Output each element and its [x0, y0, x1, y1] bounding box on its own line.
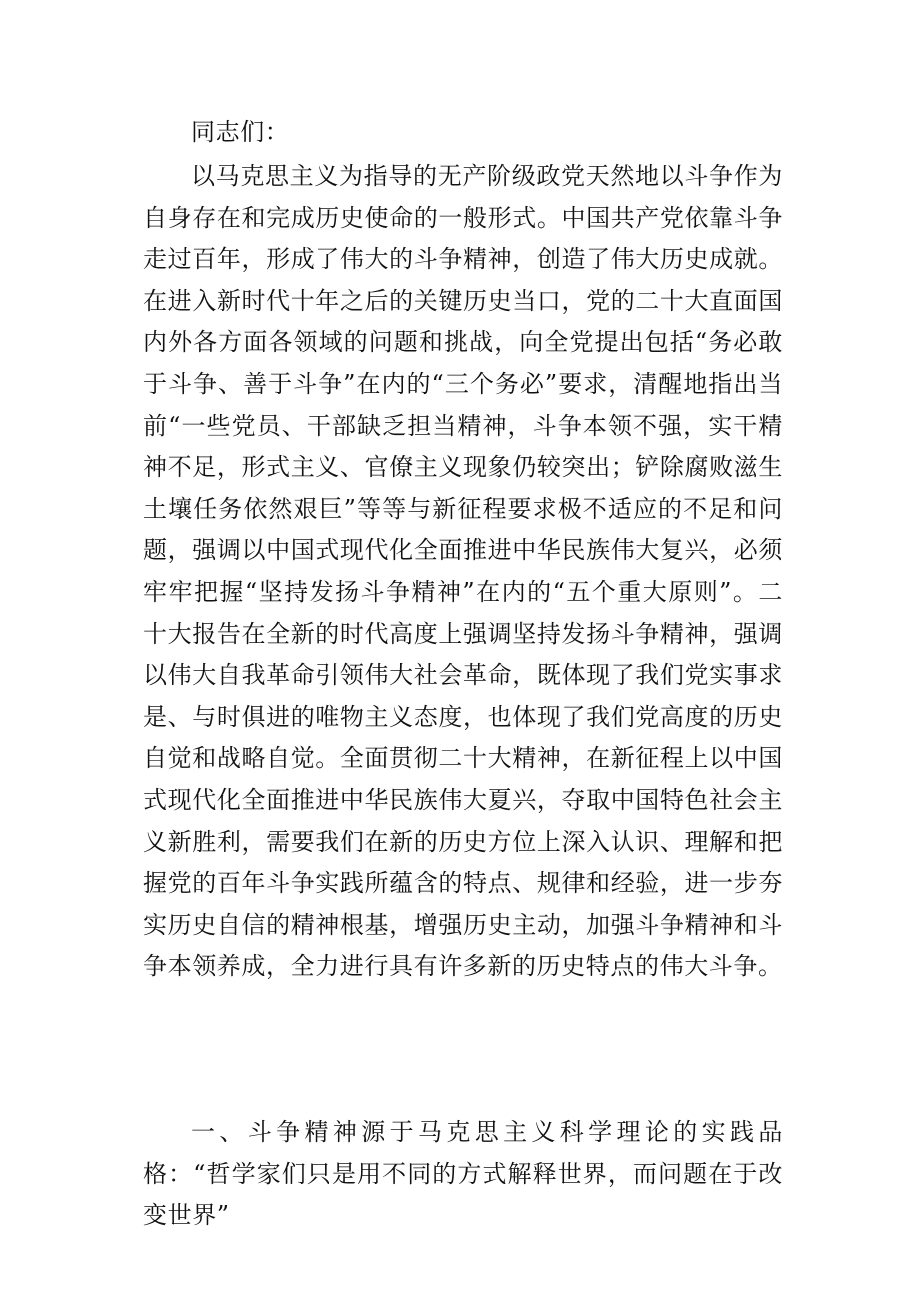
- body-paragraph: 以马克思主义为指导的无产阶级政党天然地以斗争作为自身存在和完成历史使命的一般形式。中国共产党依靠斗争走过百年，形成了伟大的斗争精神，创造了伟大历史成就。在进入新时代十年之后的关键历史当口，党的二十大直面国内外各方面各领域的问题和挑战，向全党提出包括“务必敢于斗争、善于斗争”在内的“三个务必”要求，清醒地指出当前“一些党员、干部缺乏担当精神，斗争本领不强，实干精神不足，形式主义、官僚主义现象仍较突出；铲除腐败滋生土壤任务依然艰巨”等等与新征程要求极不适应的不足和问题，强调以中国式现代化全面推进中华民族伟大复兴，必须牢牢把握“坚持发扬斗争精神”在内的“五个重大原则”。二十大报告在全新的时代高度上强调坚持发扬斗争精神，强调以伟大自我革命引领伟大社会革命，既体现了我们党实事求是、与时俱进的唯物主义态度，也体现了我们党高度的历史自觉和战略自觉。全面贯彻二十大精神，在新征程上以中国式现代化全面推进中华民族伟大夏兴，夺取中国特色社会主义新胜利，需要我们在新的历史方位上深入认识、理解和把握党的百年斗争实践所蕴含的特点、规律和经验，进一步夯实历史自信的精神根基，增强历史主动，加强斗争精神和斗争本领养成，全力进行具有许多新的历史特点的伟大斗争。: [143, 162, 783, 981]
- salutation: 同志们：: [191, 118, 290, 146]
- section-heading: 一、斗争精神源于马克思主义科学理论的实践品格：“哲学家们只是用不同的方式解释世界，而问题在于改变世界”: [143, 1118, 783, 1230]
